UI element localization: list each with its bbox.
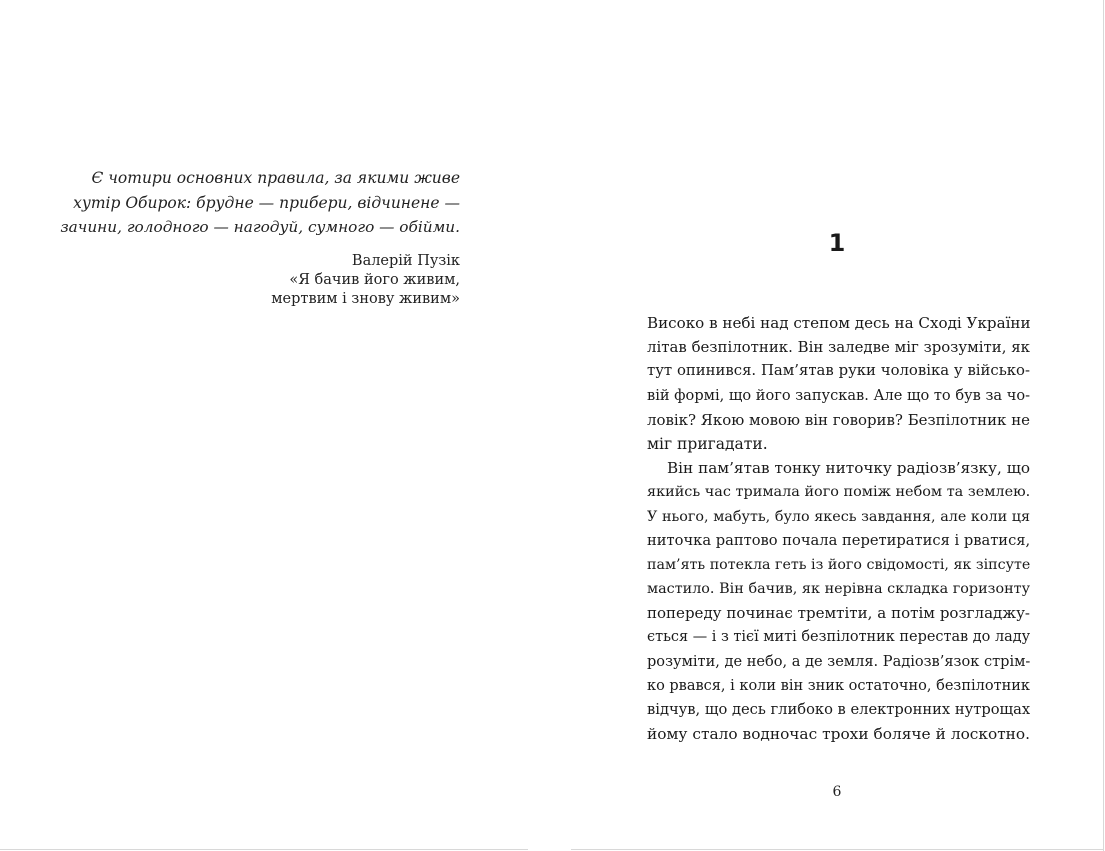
epigraph-quote-line: хутір Обирок: брудне — прибери, відчинене —: [73, 193, 460, 212]
text-line: міг пригадати.: [647, 434, 768, 453]
text-line: якийсь час тримала його поміж небом та землею.: [647, 484, 1031, 501]
text-line: попереду починає тремтіти, а потім розгладжу-: [647, 604, 1030, 623]
chapter-number: 1: [828, 229, 846, 257]
epigraph-quote-line: Є чотири основних правила, за якими живе: [91, 169, 460, 187]
text-line: ниточка раптово почала перетиратися і рватися,: [647, 531, 1031, 549]
text-line: тут опинився. Пам’ятав руки чоловіка у військо-: [647, 362, 1030, 380]
text-line: У нього, мабуть, було якесь завдання, але коли ця: [647, 508, 1030, 525]
text-line: Високо в небі над степом десь на Сході України: [647, 314, 1031, 332]
right-page: [571, 0, 1103, 849]
text-line: Він пам’ятав тонку ниточку радіозв’язку, що: [667, 459, 1030, 478]
epigraph-attribution: [60, 252, 460, 309]
left-page: [0, 0, 528, 849]
text-line: літав безпілотник. Він заледве міг зрозуміти, як: [647, 338, 1030, 357]
page-number: 6: [832, 784, 842, 800]
epigraph-quote-line: зачини, голодного — нагодуй, сумного — обійми.: [60, 218, 460, 236]
text-line: вій формі, що його запускав. Але що то був за чо-: [647, 386, 1030, 404]
text-line: мастило. Він бачив, як нерівна складка горизонту: [647, 581, 1030, 598]
right-page-edge: [571, 849, 1103, 850]
text-line: пам’ять потекла геть із його свідомості, як зіпсуте: [647, 556, 1031, 573]
text-line: ється — і з тієї миті безпілотник перестав до ладу: [647, 629, 1031, 646]
text-line: відчув, що десь глибоко в електронних нутрощах: [647, 701, 1031, 718]
epigraph-source-line: «Я бачив його живим,: [289, 271, 460, 288]
text-line: розуміти, де небо, а де земля. Радіозв’язок стрім-: [647, 652, 1031, 670]
text-line: ко рвався, і коли він зник остаточно, безпілотник: [647, 677, 1030, 694]
chapter-body: [647, 311, 1030, 746]
text-line: йому стало водночас трохи боляче й лоскотно.: [647, 725, 1030, 744]
right-page-side-edge: [1103, 0, 1104, 851]
epigraph-quote: [60, 166, 460, 240]
epigraph: [60, 166, 460, 309]
text-line: ловік? Якою мовою він говорив? Безпілотник не: [647, 410, 1030, 429]
epigraph-author: Валерій Пузік: [351, 252, 460, 269]
left-page-edge: [0, 849, 528, 850]
epigraph-source-line: мертвим і знову живим»: [271, 290, 460, 307]
